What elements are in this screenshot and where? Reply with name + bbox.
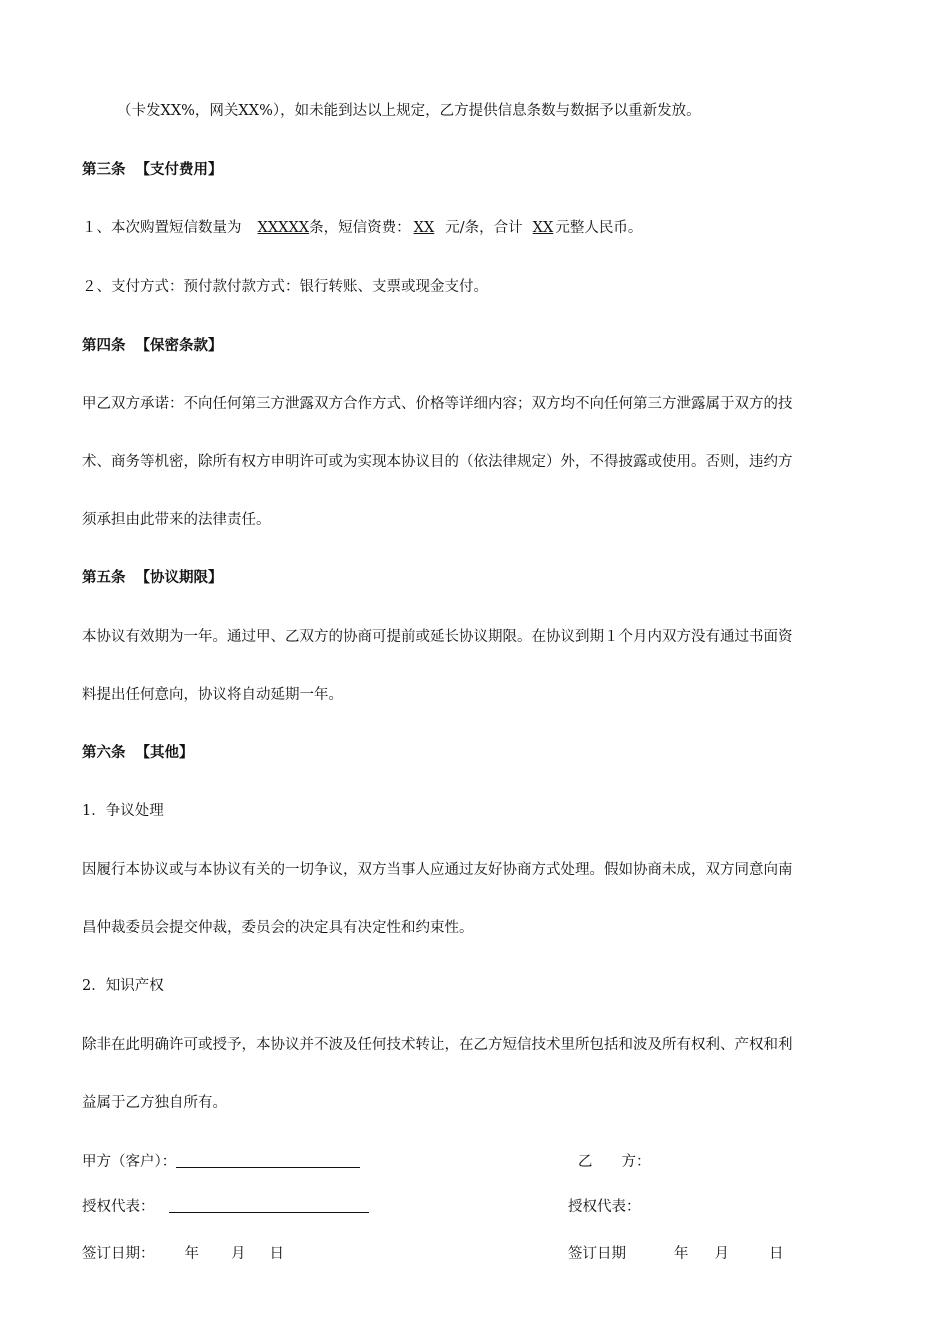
sms-quantity: XXXXX — [257, 220, 310, 236]
article-5-heading — [82, 568, 223, 588]
party-a-signature-line[interactable] — [176, 1153, 360, 1168]
article-6-number: 第六条 — [82, 745, 126, 761]
date-b-year: 年 — [674, 1246, 689, 1262]
article-4-line-3: 须承担由此带来的法律责任。 — [82, 512, 271, 528]
article-3-title: 【支付费用】 — [135, 162, 223, 178]
ip-line-2: 益属于乙方独自所有。 — [82, 1095, 227, 1111]
ip-subheading: 2．知识产权 — [82, 978, 164, 994]
article-5-line-1: 本协议有效期为一年。通过甲、乙双方的协商可提前或延长协议期限。在协议到期１个月内双方没有通过书面资 — [82, 629, 793, 645]
sms-price: XX — [413, 220, 435, 236]
article-6-heading — [82, 743, 194, 763]
article-3-heading — [82, 160, 223, 180]
date-a-year: 年 — [184, 1246, 199, 1262]
date-b-month: 月 — [714, 1246, 729, 1262]
party-b-label: 乙 方： — [578, 1154, 651, 1170]
date-a-row — [82, 1244, 284, 1264]
date-a-month: 月 — [231, 1246, 246, 1262]
article-3-number: 第三条 — [82, 162, 126, 178]
article-6-title: 【其他】 — [135, 745, 194, 761]
article-3-item-1: １、本次购置短信数量为 XXXXX条，短信资费： XX 元/条，合计 XX 元整人民币。 — [82, 220, 643, 236]
date-b-row — [568, 1244, 784, 1264]
date-a-label: 签订日期： — [82, 1246, 155, 1262]
total-amount: XX — [532, 220, 554, 236]
article-5-number: 第五条 — [82, 570, 126, 586]
rep-a-row — [82, 1197, 369, 1217]
party-a-row — [82, 1152, 360, 1172]
article-5-line-2: 料提出任何意向，协议将自动延期一年。 — [82, 687, 343, 703]
article-4-heading — [82, 336, 223, 356]
date-b-label: 签订日期 — [568, 1246, 626, 1262]
date-b-day: 日 — [769, 1246, 784, 1262]
article-4-line-2: 术、商务等机密，除所有权方申明许可或为实现本协议目的（依法律规定）外，不得披露或使用。否则，违约方 — [82, 454, 793, 470]
intro-paragraph: （卡发XX%，网关XX%），如未能到达以上规定，乙方提供信息条数与数据予以重新发放。 — [117, 103, 701, 119]
date-a-day: 日 — [269, 1246, 284, 1262]
article-5-title: 【协议期限】 — [135, 570, 223, 586]
article-4-number: 第四条 — [82, 338, 126, 354]
rep-a-label: 授权代表： — [82, 1199, 155, 1215]
rep-b-label: 授权代表： — [568, 1199, 641, 1215]
dispute-line-2: 昌仲裁委员会提交仲裁，委员会的决定具有决定性和约束性。 — [82, 920, 474, 936]
article-4-line-1: 甲乙双方承诺：不向任何第三方泄露双方合作方式、价格等详细内容；双方均不向任何第三方泄露属于双方的技 — [82, 396, 793, 412]
party-a-label: 甲方（客户）： — [82, 1154, 177, 1170]
ip-line-1: 除非在此明确许可或授予，本协议并不波及任何技术转让，在乙方短信技术里所包括和波及所有权利、产权和利 — [82, 1037, 793, 1053]
article-3-item-2: ２、支付方式：预付款付款方式：银行转账、支票或现金支付。 — [82, 279, 488, 295]
dispute-subheading: 1．争议处理 — [82, 803, 164, 819]
dispute-line-1: 因履行本协议或与本协议有关的一切争议，双方当事人应通过友好协商方式处理。假如协商未成，双方同意向南 — [82, 862, 793, 878]
article-4-title: 【保密条款】 — [135, 338, 223, 354]
rep-a-signature-line[interactable] — [169, 1198, 369, 1213]
